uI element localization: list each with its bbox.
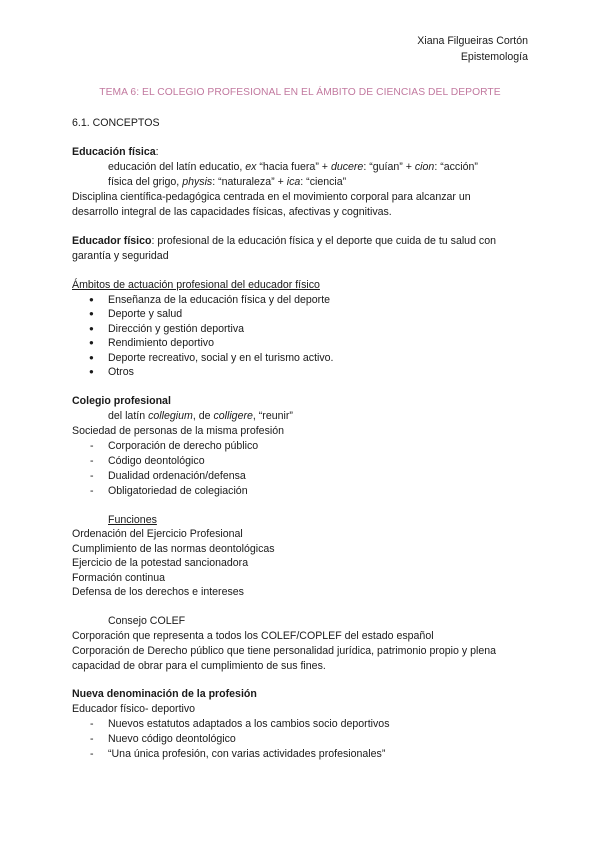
colegio-ety-a: del latín bbox=[108, 410, 149, 422]
ef-definition-2: desarrollo integral de las capacidades físicas, afectivas y cognitivas. bbox=[72, 206, 392, 218]
header-author: Xiana Filgueiras Cortón bbox=[417, 35, 528, 47]
list-item: - Corporación de derecho público bbox=[108, 439, 258, 453]
list-item: Ordenación del Ejercicio Profesional bbox=[72, 528, 243, 540]
consejo-line-3: capacidad de obrar para el cumplimiento de sus fines. bbox=[72, 660, 326, 672]
nueva-subtitle: Educador físico- deportivo bbox=[72, 703, 196, 715]
list-item: - Obligatoriedad de colegiación bbox=[108, 484, 248, 498]
colegio-ety-e: , “reunir” bbox=[252, 410, 293, 422]
colegio-ety-d: colligere bbox=[213, 410, 253, 422]
ef-ety1-a: educación del latín educatio, bbox=[108, 161, 246, 173]
page-title: TEMA 6: EL COLEGIO PROFESIONAL EN EL ÁMBITO DE CIENCIAS DEL DEPORTE bbox=[99, 87, 501, 98]
ef-definition-1: Disciplina científica-pedagógica centrada en el movimiento corporal para alcanzar un bbox=[72, 191, 471, 203]
list-item: Ejercicio de la potestad sancionadora bbox=[72, 557, 249, 569]
list-item: ● Enseñanza de la educación física y del deporte bbox=[108, 293, 330, 307]
ef-ety1-d: ducere bbox=[330, 161, 364, 173]
nueva-heading: Nueva denominación de la profesión bbox=[72, 688, 257, 700]
colegio-heading: Colegio profesional bbox=[72, 395, 171, 407]
ef-ety1-e: : “guían” + bbox=[363, 161, 415, 173]
colegio-description: Sociedad de personas de la misma profesión bbox=[72, 425, 284, 437]
ambitos-heading: Ámbitos de actuación profesional del educador físico bbox=[72, 279, 320, 291]
ef-ety2-c: : “naturaleza” + bbox=[212, 176, 287, 188]
list-item: Defensa de los derechos e intereses bbox=[72, 586, 244, 598]
header-subject: Epistemología bbox=[460, 51, 528, 63]
ef-ety2-a: física del grigo, bbox=[108, 176, 183, 188]
ef-ety2-b: physis bbox=[182, 176, 213, 188]
section-heading: 6.1. CONCEPTOS bbox=[72, 117, 160, 129]
educador-heading: Educador físico bbox=[72, 235, 152, 247]
list-item: - Código deontológico bbox=[108, 454, 205, 468]
list-item: Cumplimiento de las normas deontológicas bbox=[72, 543, 275, 555]
ef-ety1-c: “hacia fuera” + bbox=[256, 161, 331, 173]
consejo-line-1: Corporación que representa a todos los COLEF/COPLEF del estado español bbox=[72, 630, 434, 642]
list-item: Formación continua bbox=[72, 572, 166, 584]
colegio-etymology bbox=[108, 409, 293, 423]
list-item: - Nuevo código deontológico bbox=[108, 732, 236, 746]
list-item: - Nuevos estatutos adaptados a los cambios socio deportivos bbox=[108, 717, 390, 731]
list-item: ● Otros bbox=[108, 365, 134, 379]
educador-text-1: : profesional de la educación física y el deporte que cuida de tu salud con bbox=[151, 235, 496, 247]
list-item: - “Una única profesión, con varias actividades profesionales” bbox=[108, 747, 385, 761]
colegio-ety-c: , de bbox=[192, 410, 214, 422]
ef-heading: Educación física bbox=[72, 146, 156, 158]
educador-line-2: garantía y seguridad bbox=[72, 250, 169, 262]
list-item: ● Dirección y gestión deportiva bbox=[108, 322, 244, 336]
consejo-line-2: Corporación de Derecho público que tiene personalidad jurídica, patrimonio propio y plena bbox=[72, 645, 497, 657]
colegio-ety-b: collegium bbox=[148, 410, 193, 422]
ef-ety2-d: ica bbox=[286, 176, 301, 188]
ef-heading-line: Educación física: bbox=[72, 146, 159, 158]
educador-line-1 bbox=[72, 234, 496, 248]
ef-ety1-f: cion bbox=[414, 161, 435, 173]
ef-ety1-g: : “acción” bbox=[434, 161, 478, 173]
list-item: ● Deporte recreativo, social y en el turismo activo. bbox=[108, 351, 334, 365]
list-item: - Dualidad ordenación/defensa bbox=[108, 469, 246, 483]
ef-ety1-b: ex bbox=[245, 161, 257, 173]
funciones-heading: Funciones bbox=[108, 514, 157, 526]
list-item: ● Rendimiento deportivo bbox=[108, 336, 214, 350]
ef-etymology-2 bbox=[108, 175, 346, 189]
list-item: ● Deporte y salud bbox=[108, 307, 182, 321]
ef-etymology-1 bbox=[108, 160, 478, 174]
consejo-heading: Consejo COLEF bbox=[108, 615, 186, 627]
ef-ety2-e: : “ciencia” bbox=[300, 176, 347, 188]
